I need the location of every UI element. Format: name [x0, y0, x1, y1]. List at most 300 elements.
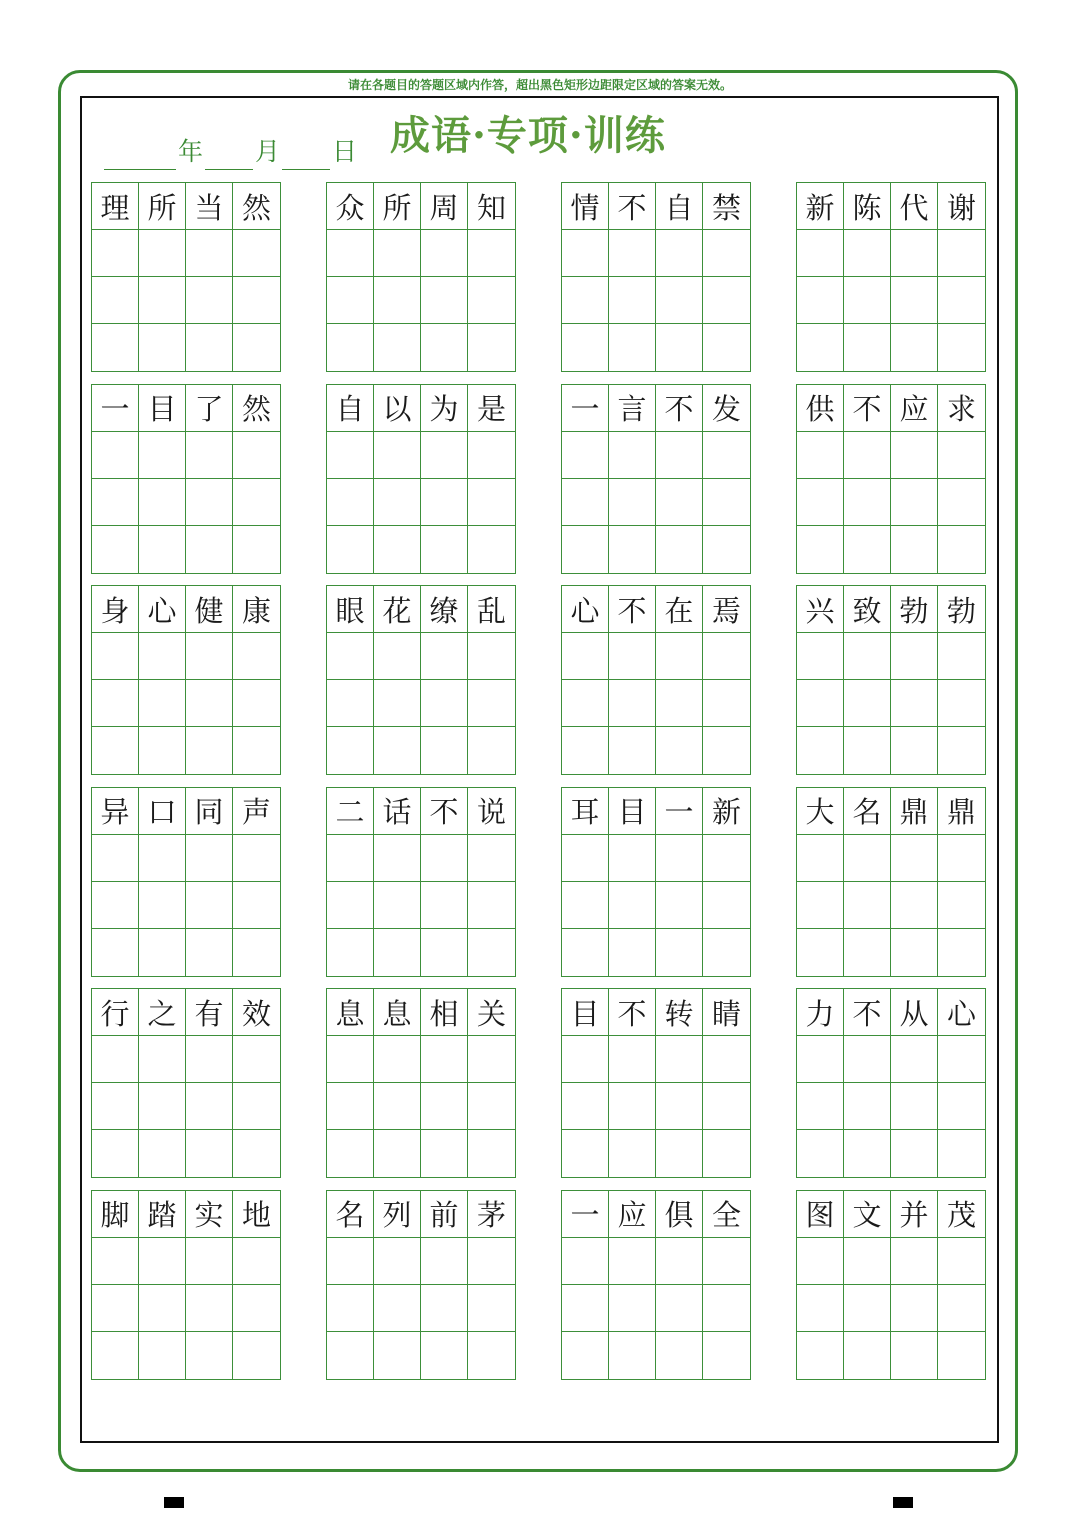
practice-cell[interactable] [186, 633, 233, 680]
practice-cell[interactable] [562, 1238, 609, 1285]
practice-cell[interactable] [844, 526, 891, 573]
practice-cell[interactable] [609, 1083, 656, 1130]
practice-cell[interactable] [609, 727, 656, 774]
practice-cell[interactable] [844, 277, 891, 324]
practice-cell[interactable] [421, 479, 468, 526]
practice-cell[interactable] [797, 882, 844, 929]
practice-cell[interactable] [374, 1332, 421, 1379]
practice-cell[interactable] [562, 882, 609, 929]
practice-cell[interactable] [938, 835, 985, 882]
practice-cell[interactable] [327, 277, 374, 324]
practice-cell[interactable] [656, 324, 703, 371]
practice-cell[interactable] [844, 1332, 891, 1379]
practice-cell[interactable] [186, 1036, 233, 1083]
practice-cell[interactable] [421, 324, 468, 371]
practice-cell[interactable] [562, 479, 609, 526]
practice-cell[interactable] [327, 324, 374, 371]
practice-cell[interactable] [327, 1083, 374, 1130]
practice-cell[interactable] [562, 277, 609, 324]
practice-cell[interactable] [703, 1332, 750, 1379]
practice-cell[interactable] [797, 1285, 844, 1332]
day-blank[interactable] [282, 139, 330, 170]
practice-cell[interactable] [797, 1036, 844, 1083]
practice-cell[interactable] [374, 835, 421, 882]
practice-cell[interactable] [797, 727, 844, 774]
practice-cell[interactable] [421, 882, 468, 929]
practice-cell[interactable] [374, 526, 421, 573]
practice-cell[interactable] [797, 432, 844, 479]
practice-cell[interactable] [797, 526, 844, 573]
practice-cell[interactable] [938, 324, 985, 371]
practice-cell[interactable] [92, 230, 139, 277]
practice-cell[interactable] [562, 526, 609, 573]
practice-cell[interactable] [374, 929, 421, 976]
practice-cell[interactable] [186, 835, 233, 882]
practice-cell[interactable] [656, 680, 703, 727]
practice-cell[interactable] [92, 526, 139, 573]
practice-cell[interactable] [468, 727, 515, 774]
practice-cell[interactable] [233, 929, 280, 976]
practice-cell[interactable] [374, 1130, 421, 1177]
practice-cell[interactable] [797, 633, 844, 680]
practice-cell[interactable] [891, 882, 938, 929]
practice-cell[interactable] [703, 526, 750, 573]
year-blank[interactable] [104, 139, 176, 170]
practice-cell[interactable] [139, 1285, 186, 1332]
practice-cell[interactable] [92, 1083, 139, 1130]
practice-cell[interactable] [703, 882, 750, 929]
practice-cell[interactable] [562, 230, 609, 277]
practice-cell[interactable] [844, 324, 891, 371]
practice-cell[interactable] [327, 479, 374, 526]
practice-cell[interactable] [844, 1285, 891, 1332]
practice-cell[interactable] [609, 835, 656, 882]
practice-cell[interactable] [233, 1332, 280, 1379]
practice-cell[interactable] [421, 1238, 468, 1285]
practice-cell[interactable] [562, 1130, 609, 1177]
practice-cell[interactable] [797, 835, 844, 882]
practice-cell[interactable] [938, 432, 985, 479]
practice-cell[interactable] [186, 277, 233, 324]
practice-cell[interactable] [797, 1238, 844, 1285]
practice-cell[interactable] [891, 835, 938, 882]
practice-cell[interactable] [703, 1285, 750, 1332]
practice-cell[interactable] [233, 479, 280, 526]
practice-cell[interactable] [139, 1083, 186, 1130]
practice-cell[interactable] [703, 479, 750, 526]
practice-cell[interactable] [609, 680, 656, 727]
practice-cell[interactable] [938, 1036, 985, 1083]
practice-cell[interactable] [844, 432, 891, 479]
practice-cell[interactable] [562, 727, 609, 774]
practice-cell[interactable] [139, 882, 186, 929]
practice-cell[interactable] [186, 526, 233, 573]
practice-cell[interactable] [797, 680, 844, 727]
practice-cell[interactable] [186, 1083, 233, 1130]
practice-cell[interactable] [797, 1130, 844, 1177]
practice-cell[interactable] [844, 1238, 891, 1285]
practice-cell[interactable] [374, 432, 421, 479]
practice-cell[interactable] [421, 835, 468, 882]
practice-cell[interactable] [233, 680, 280, 727]
practice-cell[interactable] [92, 1238, 139, 1285]
practice-cell[interactable] [844, 835, 891, 882]
practice-cell[interactable] [703, 929, 750, 976]
practice-cell[interactable] [891, 1238, 938, 1285]
practice-cell[interactable] [421, 230, 468, 277]
practice-cell[interactable] [327, 929, 374, 976]
practice-cell[interactable] [186, 1332, 233, 1379]
practice-cell[interactable] [421, 1332, 468, 1379]
idiom-character: 实 [186, 1191, 233, 1238]
practice-cell[interactable] [844, 1083, 891, 1130]
practice-cell[interactable] [609, 277, 656, 324]
practice-cell[interactable] [92, 277, 139, 324]
practice-cell[interactable] [468, 680, 515, 727]
practice-cell[interactable] [797, 230, 844, 277]
practice-cell[interactable] [327, 432, 374, 479]
practice-cell[interactable] [139, 1036, 186, 1083]
practice-cell[interactable] [797, 277, 844, 324]
practice-cell[interactable] [703, 1238, 750, 1285]
practice-cell[interactable] [327, 526, 374, 573]
practice-cell[interactable] [92, 680, 139, 727]
practice-cell[interactable] [421, 526, 468, 573]
practice-cell[interactable] [656, 277, 703, 324]
practice-cell[interactable] [797, 324, 844, 371]
practice-cell[interactable] [327, 680, 374, 727]
practice-cell[interactable] [656, 479, 703, 526]
practice-cell[interactable] [562, 1332, 609, 1379]
practice-cell[interactable] [562, 1285, 609, 1332]
practice-cell[interactable] [374, 727, 421, 774]
practice-cell[interactable] [844, 929, 891, 976]
practice-cell[interactable] [703, 835, 750, 882]
practice-cell[interactable] [891, 324, 938, 371]
practice-cell[interactable] [562, 432, 609, 479]
practice-cell[interactable] [468, 1130, 515, 1177]
practice-cell[interactable] [233, 230, 280, 277]
practice-cell[interactable] [844, 727, 891, 774]
practice-cell[interactable] [656, 1130, 703, 1177]
practice-cell[interactable] [656, 526, 703, 573]
practice-cell[interactable] [891, 277, 938, 324]
practice-cell[interactable] [186, 479, 233, 526]
practice-cell[interactable] [186, 230, 233, 277]
practice-cell[interactable] [374, 1083, 421, 1130]
practice-cell[interactable] [233, 1130, 280, 1177]
practice-cell[interactable] [891, 1083, 938, 1130]
practice-cell[interactable] [327, 835, 374, 882]
practice-cell[interactable] [374, 633, 421, 680]
practice-cell[interactable] [656, 230, 703, 277]
practice-cell[interactable] [327, 230, 374, 277]
practice-cell[interactable] [327, 633, 374, 680]
practice-cell[interactable] [233, 324, 280, 371]
practice-cell[interactable] [468, 633, 515, 680]
practice-cell[interactable] [656, 1036, 703, 1083]
practice-cell[interactable] [233, 1238, 280, 1285]
practice-cell[interactable] [938, 230, 985, 277]
practice-cell[interactable] [938, 1285, 985, 1332]
practice-cell[interactable] [139, 479, 186, 526]
practice-cell[interactable] [891, 727, 938, 774]
idiom-character: 话 [374, 788, 421, 835]
practice-cell[interactable] [327, 1285, 374, 1332]
idiom-character: 茂 [938, 1191, 985, 1238]
practice-cell[interactable] [233, 277, 280, 324]
practice-cell[interactable] [797, 479, 844, 526]
practice-cell[interactable] [468, 929, 515, 976]
practice-cell[interactable] [374, 230, 421, 277]
practice-cell[interactable] [891, 479, 938, 526]
practice-cell[interactable] [609, 479, 656, 526]
practice-cell[interactable] [562, 835, 609, 882]
practice-cell[interactable] [938, 680, 985, 727]
practice-cell[interactable] [938, 277, 985, 324]
practice-cell[interactable] [92, 1036, 139, 1083]
practice-cell[interactable] [421, 277, 468, 324]
practice-cell[interactable] [609, 1130, 656, 1177]
practice-cell[interactable] [703, 230, 750, 277]
idiom-character: 全 [703, 1191, 750, 1238]
practice-cell[interactable] [327, 1332, 374, 1379]
practice-cell[interactable] [139, 432, 186, 479]
practice-cell[interactable] [92, 432, 139, 479]
practice-cell[interactable] [468, 277, 515, 324]
practice-cell[interactable] [891, 680, 938, 727]
practice-cell[interactable] [703, 680, 750, 727]
practice-cell[interactable] [609, 929, 656, 976]
practice-cell[interactable] [186, 324, 233, 371]
practice-cell[interactable] [703, 432, 750, 479]
practice-cell[interactable] [891, 526, 938, 573]
practice-cell[interactable] [92, 929, 139, 976]
practice-cell[interactable] [92, 633, 139, 680]
practice-cell[interactable] [468, 324, 515, 371]
practice-cell[interactable] [421, 680, 468, 727]
practice-cell[interactable] [797, 1083, 844, 1130]
practice-cell[interactable] [797, 929, 844, 976]
practice-cell[interactable] [938, 1083, 985, 1130]
practice-cell[interactable] [703, 1130, 750, 1177]
practice-cell[interactable] [139, 526, 186, 573]
practice-cell[interactable] [609, 1036, 656, 1083]
practice-cell[interactable] [844, 882, 891, 929]
practice-cell[interactable] [562, 929, 609, 976]
practice-cell[interactable] [421, 432, 468, 479]
practice-cell[interactable] [233, 432, 280, 479]
practice-cell[interactable] [844, 680, 891, 727]
practice-cell[interactable] [374, 680, 421, 727]
practice-cell[interactable] [374, 1036, 421, 1083]
practice-cell[interactable] [844, 633, 891, 680]
practice-cell[interactable] [938, 929, 985, 976]
practice-cell[interactable] [609, 882, 656, 929]
practice-cell[interactable] [327, 727, 374, 774]
idiom-character: 康 [233, 586, 280, 633]
practice-cell[interactable] [468, 1036, 515, 1083]
practice-cell[interactable] [609, 1332, 656, 1379]
practice-cell[interactable] [938, 1238, 985, 1285]
practice-cell[interactable] [233, 727, 280, 774]
practice-cell[interactable] [468, 1332, 515, 1379]
practice-cell[interactable] [327, 882, 374, 929]
practice-cell[interactable] [139, 1332, 186, 1379]
practice-cell[interactable] [374, 324, 421, 371]
practice-cell[interactable] [233, 1036, 280, 1083]
practice-cell[interactable] [92, 324, 139, 371]
practice-cell[interactable] [703, 1083, 750, 1130]
idiom-character: 言 [609, 385, 656, 432]
practice-cell[interactable] [656, 882, 703, 929]
practice-cell[interactable] [186, 929, 233, 976]
practice-cell[interactable] [656, 727, 703, 774]
practice-cell[interactable] [468, 882, 515, 929]
practice-cell[interactable] [891, 633, 938, 680]
practice-cell[interactable] [421, 1285, 468, 1332]
practice-cell[interactable] [609, 432, 656, 479]
idiom-character: 不 [844, 385, 891, 432]
practice-cell[interactable] [92, 479, 139, 526]
practice-cell[interactable] [468, 526, 515, 573]
practice-cell[interactable] [891, 1285, 938, 1332]
practice-cell[interactable] [421, 633, 468, 680]
practice-cell[interactable] [374, 1285, 421, 1332]
practice-cell[interactable] [374, 1238, 421, 1285]
practice-cell[interactable] [327, 1036, 374, 1083]
practice-cell[interactable] [233, 835, 280, 882]
practice-cell[interactable] [609, 526, 656, 573]
practice-cell[interactable] [468, 1083, 515, 1130]
practice-cell[interactable] [468, 230, 515, 277]
practice-cell[interactable] [656, 929, 703, 976]
practice-cell[interactable] [92, 1130, 139, 1177]
practice-cell[interactable] [938, 1130, 985, 1177]
practice-cell[interactable] [139, 1130, 186, 1177]
practice-cell[interactable] [421, 929, 468, 976]
practice-cell[interactable] [609, 230, 656, 277]
practice-cell[interactable] [938, 1332, 985, 1379]
practice-cell[interactable] [656, 432, 703, 479]
practice-cell[interactable] [656, 633, 703, 680]
practice-cell[interactable] [186, 1130, 233, 1177]
practice-cell[interactable] [703, 633, 750, 680]
practice-cell[interactable] [703, 277, 750, 324]
practice-cell[interactable] [609, 633, 656, 680]
practice-cell[interactable] [938, 727, 985, 774]
practice-cell[interactable] [562, 1083, 609, 1130]
practice-cell[interactable] [421, 1036, 468, 1083]
practice-cell[interactable] [233, 1083, 280, 1130]
practice-cell[interactable] [844, 1130, 891, 1177]
practice-cell[interactable] [562, 680, 609, 727]
practice-cell[interactable] [421, 727, 468, 774]
practice-cell[interactable] [139, 277, 186, 324]
practice-cell[interactable] [233, 882, 280, 929]
practice-cell[interactable] [844, 230, 891, 277]
practice-cell[interactable] [327, 1238, 374, 1285]
month-blank[interactable] [205, 139, 253, 170]
practice-cell[interactable] [92, 727, 139, 774]
practice-cell[interactable] [139, 835, 186, 882]
practice-cell[interactable] [938, 526, 985, 573]
practice-cell[interactable] [186, 1285, 233, 1332]
practice-cell[interactable] [562, 1036, 609, 1083]
practice-cell[interactable] [139, 929, 186, 976]
practice-cell[interactable] [327, 1130, 374, 1177]
practice-cell[interactable] [233, 633, 280, 680]
practice-cell[interactable] [374, 882, 421, 929]
practice-cell[interactable] [797, 1332, 844, 1379]
practice-cell[interactable] [186, 680, 233, 727]
practice-cell[interactable] [468, 479, 515, 526]
practice-cell[interactable] [609, 324, 656, 371]
practice-cell[interactable] [891, 1036, 938, 1083]
practice-cell[interactable] [656, 1285, 703, 1332]
practice-cell[interactable] [468, 1238, 515, 1285]
practice-cell[interactable] [938, 633, 985, 680]
practice-cell[interactable] [891, 1130, 938, 1177]
practice-cell[interactable] [186, 432, 233, 479]
practice-cell[interactable] [468, 1285, 515, 1332]
practice-cell[interactable] [92, 1332, 139, 1379]
practice-cell[interactable] [233, 1285, 280, 1332]
practice-cell[interactable] [656, 835, 703, 882]
practice-cell[interactable] [891, 929, 938, 976]
practice-cell[interactable] [374, 277, 421, 324]
practice-cell[interactable] [139, 633, 186, 680]
idiom-character: 文 [844, 1191, 891, 1238]
practice-cell[interactable] [703, 324, 750, 371]
practice-cell[interactable] [186, 882, 233, 929]
practice-cell[interactable] [891, 230, 938, 277]
practice-cell[interactable] [421, 1083, 468, 1130]
practice-cell[interactable] [139, 1238, 186, 1285]
practice-cell[interactable] [703, 727, 750, 774]
practice-cell[interactable] [186, 1238, 233, 1285]
practice-cell[interactable] [139, 680, 186, 727]
practice-cell[interactable] [92, 835, 139, 882]
practice-cell[interactable] [844, 1036, 891, 1083]
practice-cell[interactable] [186, 727, 233, 774]
practice-cell[interactable] [139, 230, 186, 277]
practice-cell[interactable] [938, 882, 985, 929]
practice-cell[interactable] [92, 882, 139, 929]
practice-cell[interactable] [656, 1083, 703, 1130]
practice-cell[interactable] [844, 479, 891, 526]
practice-cell[interactable] [562, 633, 609, 680]
practice-cell[interactable] [562, 324, 609, 371]
practice-cell[interactable] [92, 1285, 139, 1332]
practice-cell[interactable] [139, 324, 186, 371]
practice-cell[interactable] [656, 1332, 703, 1379]
practice-cell[interactable] [421, 1130, 468, 1177]
practice-cell[interactable] [468, 432, 515, 479]
practice-cell[interactable] [609, 1285, 656, 1332]
idiom-character: 目 [562, 989, 609, 1036]
practice-cell[interactable] [656, 1238, 703, 1285]
practice-cell[interactable] [609, 1238, 656, 1285]
practice-cell[interactable] [233, 526, 280, 573]
practice-cell[interactable] [139, 727, 186, 774]
practice-cell[interactable] [891, 432, 938, 479]
practice-cell[interactable] [468, 835, 515, 882]
practice-cell[interactable] [938, 479, 985, 526]
practice-cell[interactable] [703, 1036, 750, 1083]
practice-cell[interactable] [374, 479, 421, 526]
practice-cell[interactable] [891, 1332, 938, 1379]
